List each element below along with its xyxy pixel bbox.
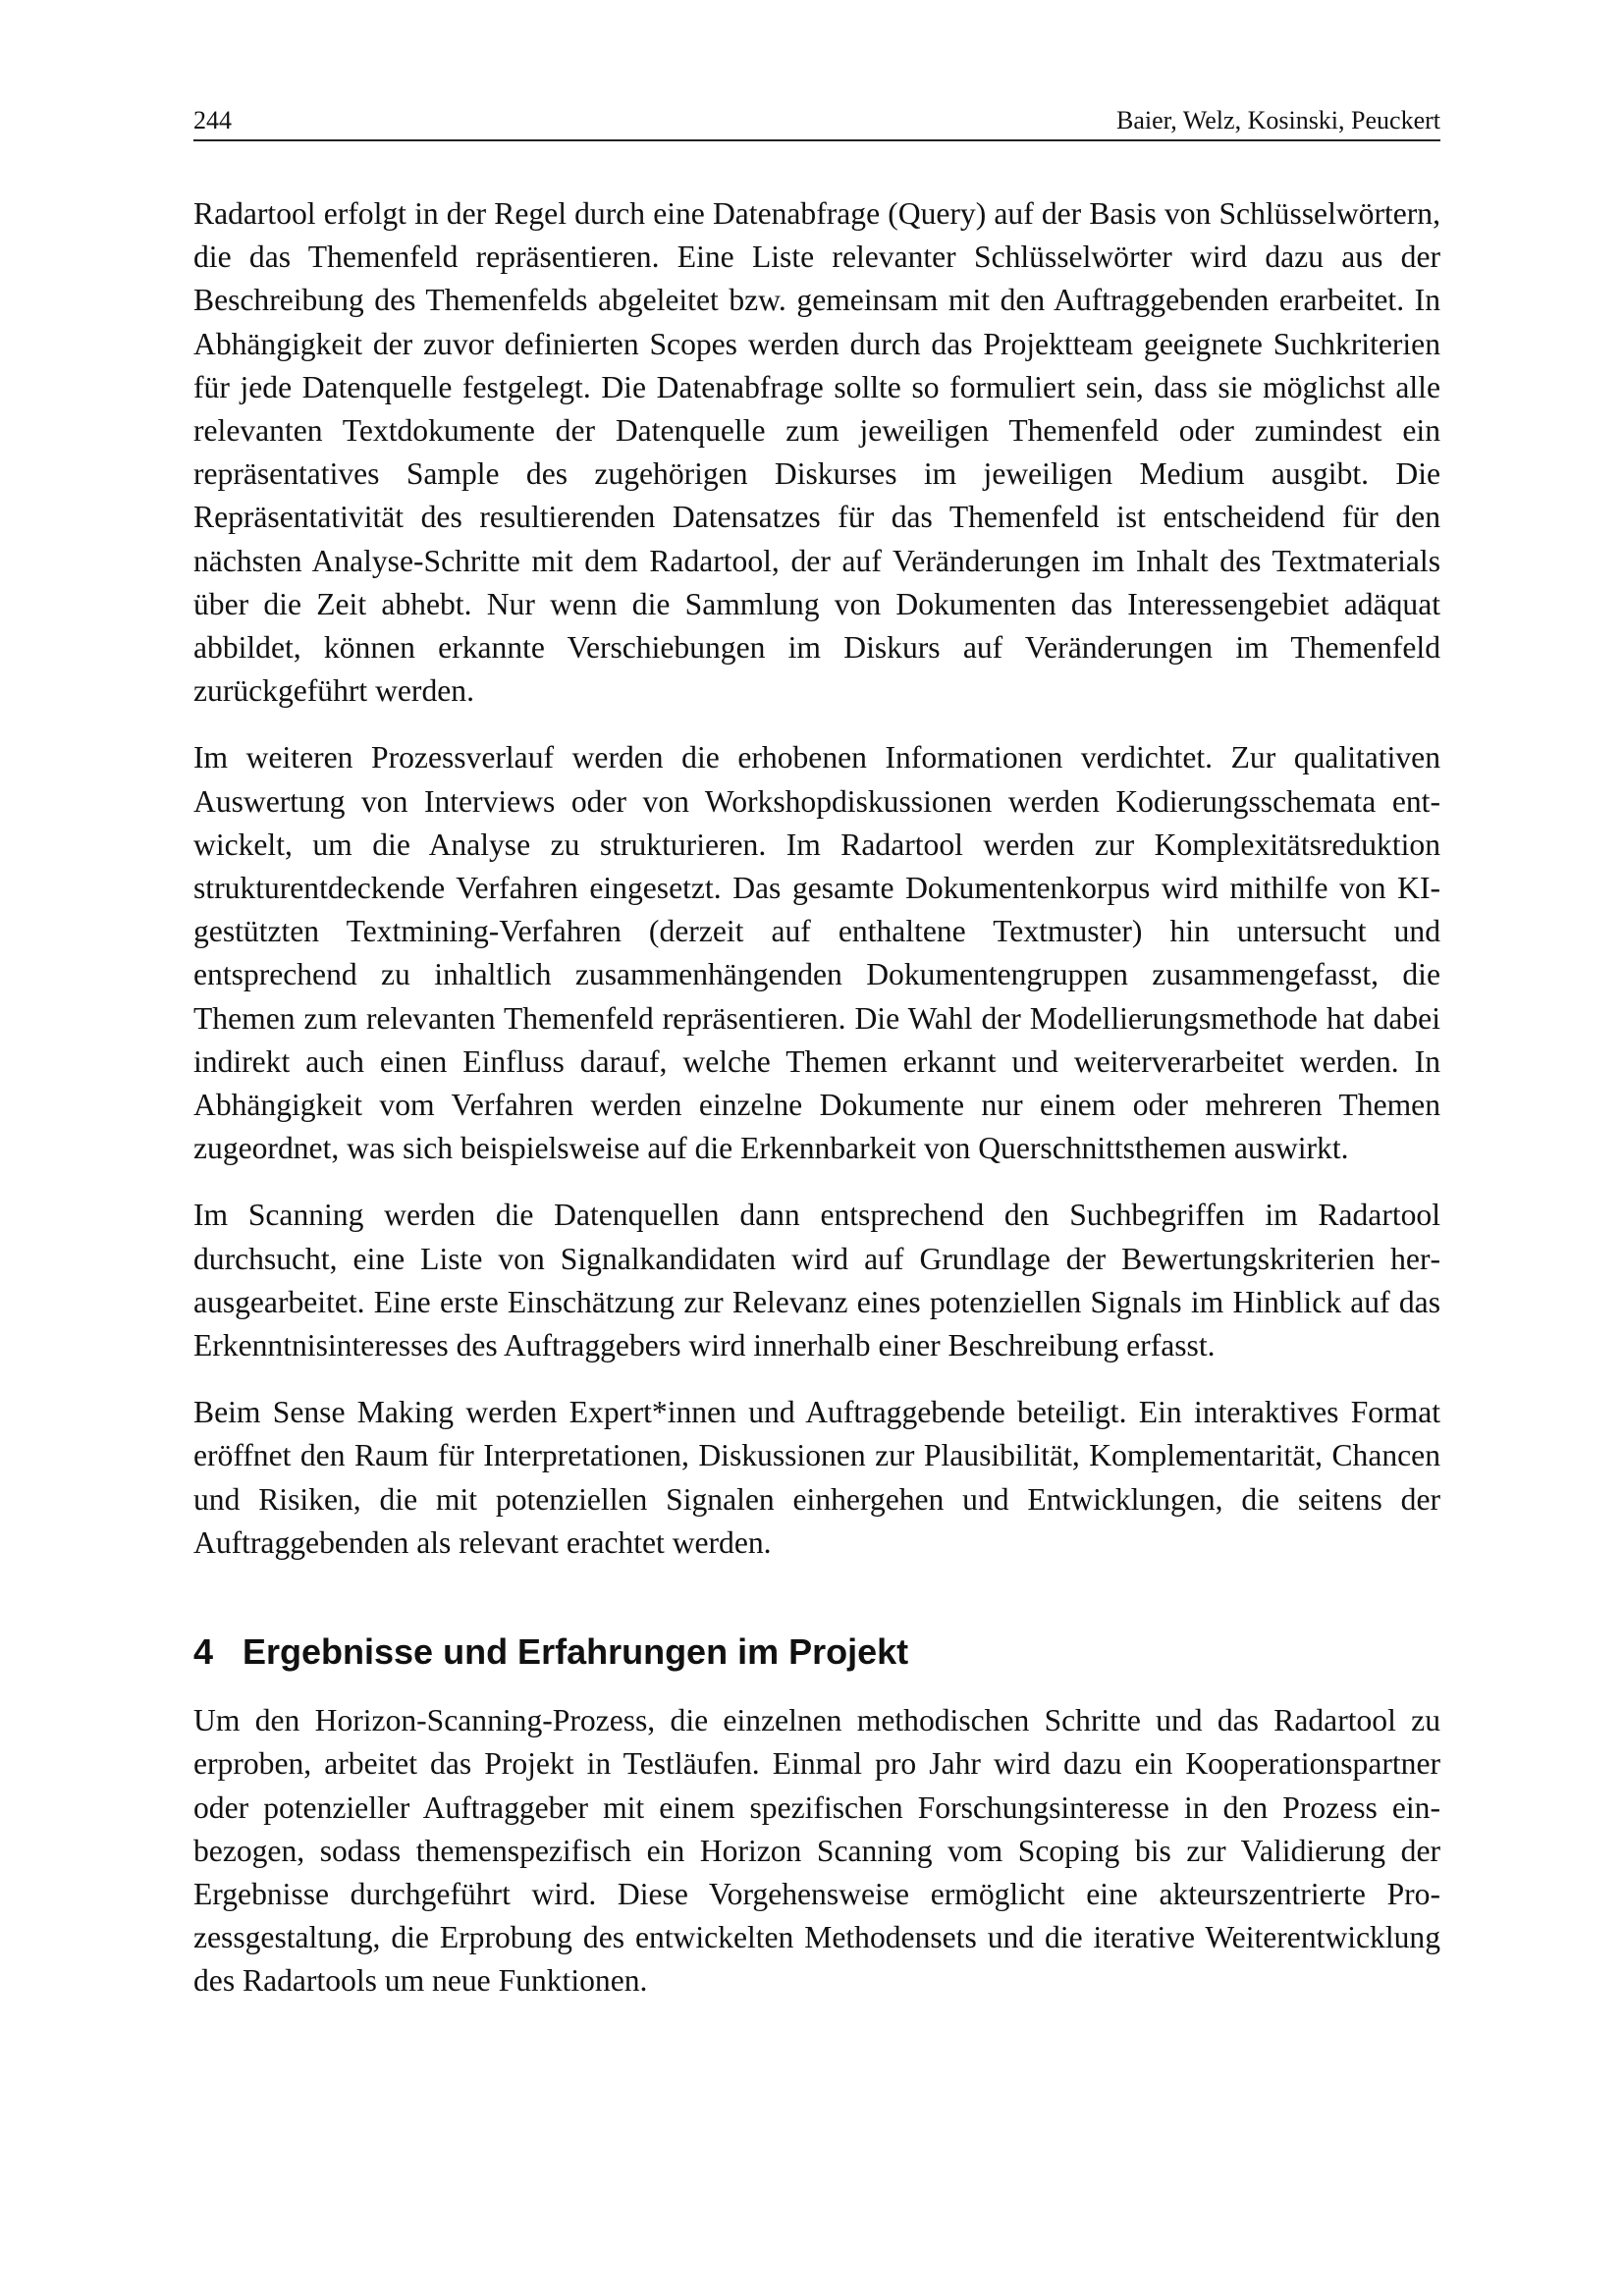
paragraph-sense-making: Beim Sense Making werden Expert*innen und Auftraggebende beteiligt. Ein interaktives Format eröffnet den Raum für Interpretationen, Diskussionen zur Plausibilität, Komplementarität, Chancen und Risiken, die mit potenziellen Signalen einhergehen und Entwicklungen, die seitens der Auftraggebenden als relevant erachtet werden. xyxy=(193,1395,1440,1560)
paragraph-query: Radartool erfolgt in der Regel durch eine Datenabfrage (Query) auf der Basis von Schlüsselwörtern, die das Themenfeld repräsentieren. Eine Liste relevanter Schlüsselwörter wird dazu aus der Beschreibung des Themenfelds abgeleitet bzw. gemeinsam mit den Auftraggebenden erarbeitet. In Abhängigkeit der zuvor definierten Scopes werden durch das Projektteam geeignete Suchkriterien für jede Datenquelle festgelegt. Die Datenabfrage sollte so formuliert sein, dass sie möglichst alle relevanten Textdokumente der Datenquelle zum jeweiligen Themenfeld oder zumindest ein repräsentatives Sample des zugehörigen Diskurses im jeweiligen Medium ausgibt. Die Repräsentativität des resultierenden Datensatzes für das Themenfeld ist entscheidend für den nächsten Analyse-Schritte mit dem Radartool, der auf Veränderungen im Inhalt des Textmaterials über die Zeit abhebt. Nur wenn die Sammlung von Dokumenten das Interessengebiet adäquat abbildet, können erkannte Verschiebungen im Diskurs auf Veränderungen im Themenfeld zurückgeführt werden. xyxy=(193,196,1440,709)
paragraph-process: Im weiteren Prozessverlauf werden die erhobenen Informationen verdichtet. Zur qualitativen Auswertung von Interviews oder von Workshopdiskussionen werden Kodierungsschemata entwickelt, um die Analyse zu strukturieren. Im Radartool werden zur Komplexitätsreduktion strukturentdeckende Verfahren eingesetzt. Das gesamte Dokumentenkorpus wird mithilfe von KI-gestützten Textmining-Verfahren (derzeit auf enthaltene Textmuster) hin untersucht und entsprechend zu inhaltlich zusammenhängenden Dokumentengruppen zusammengefasst, die Themen zum relevanten Themenfeld repräsentieren. Die Wahl der Modellierungsmethode hat dabei indirekt auch einen Einfluss darauf, welche Themen erkannt und weiterverarbeitet werden. In Abhängigkeit vom Verfahren werden einzelne Dokumente nur einem oder mehreren Themen zugeordnet, was sich beispielsweise auf die Erkennbarkeit von Querschnittsthemen auswirkt. xyxy=(193,740,1440,1166)
section-heading xyxy=(193,1632,1440,1672)
author-line: Baier, Welz, Kosinski, Peuckert xyxy=(1116,106,1440,134)
page-content xyxy=(193,192,1440,2003)
page xyxy=(193,106,1440,2027)
paragraph-results: Um den Horizon-Scanning-Prozess, die einzelnen methodischen Schritte und das Radartool zu erproben, arbeitet das Projekt in Testläufen. Einmal pro Jahr wird dazu ein Kooperationspartner oder potenzieller Auftraggeber mit einem spezifischen Forschungsinteresse in den Prozess einbezogen, sodass themenspezifisch ein Horizon Scanning vom Scoping bis zur Validierung der Ergebnisse durchgeführt wird. Diese Vorgehensweise ermöglicht eine akteurszentrierte Prozessgestaltung, die Erprobung des entwickelten Methodensets und die iterative Weiterentwicklung des Radartools um neue Funktionen. xyxy=(193,1703,1440,1999)
section-number: 4 xyxy=(193,1631,214,1673)
section-title: Ergebnisse und Erfahrungen im Projekt xyxy=(243,1631,909,1673)
running-head xyxy=(193,106,1440,141)
page-number: 244 xyxy=(193,106,232,134)
paragraph-scanning: Im Scanning werden die Datenquellen dann entsprechend den Suchbegriffen im Radartool durchsucht, eine Liste von Signalkandidaten wird auf Grundlage der Bewertungskriterien herausgearbeitet. Eine erste Einschätzung zur Relevanz eines potenziellen Signals im Hinblick auf das Erkenntnisinteresses des Auftraggebers wird innerhalb einer Beschreibung erfasst. xyxy=(193,1198,1440,1363)
